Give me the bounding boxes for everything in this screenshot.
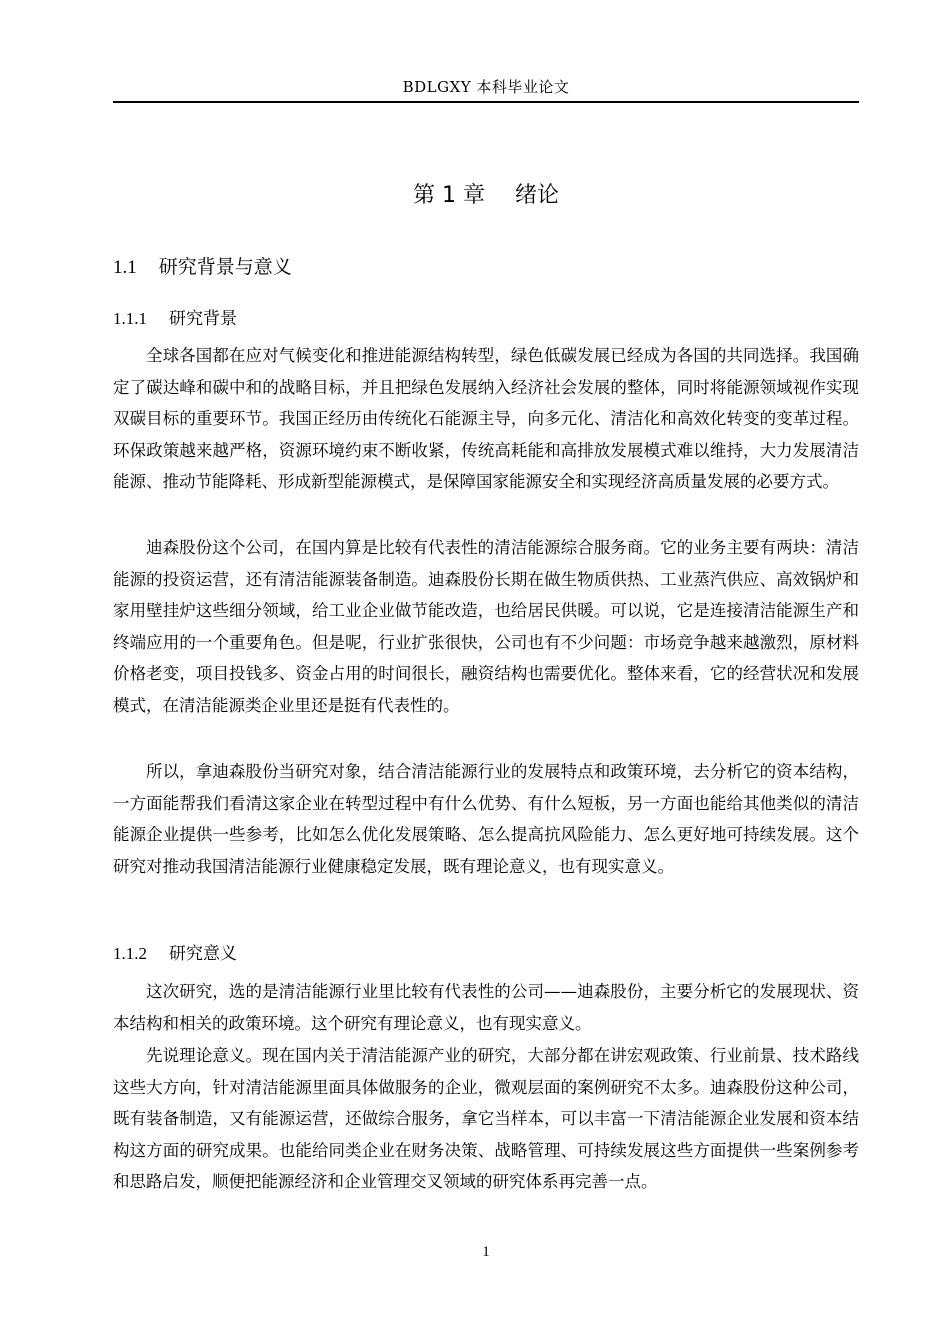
chapter-label: 第 1 章 [413, 183, 485, 208]
subsection-heading-1-1-1 [113, 304, 237, 329]
section-number: 1.1 [113, 257, 137, 278]
paragraph-5: 先说理论意义。现在国内关于清洁能源产业的研究，大部分都在讲宏观政策、行业前景、技术路线这些大方向，针对清洁能源里面具体做服务的企业，微观层面的案例研究不太多。迪森股份这种公司，既有装备制造，又有能源运营，还做综合服务，拿它当样本，可以丰富一下清洁能源企业发展和资本结构这方面的研究成果。也能给同类企业在财务决策、战略管理、可持续发展这些方面提供一些案例参考和思路启发，顺便把能源经济和企业管理交叉领域的研究体系再完善一点。 [113, 1046, 859, 1192]
section-heading-1-1 [113, 252, 292, 279]
subsection-number: 1.1.1 [113, 309, 147, 328]
subsection-heading-1-1-2 [113, 939, 237, 964]
header-rule [113, 101, 859, 103]
paragraph-3: 所以，拿迪森股份当研究对象，结合清洁能源行业的发展特点和政策环境，去分析它的资本结构，一方面能帮我们看清这家企业在转型过程中有什么优势、有什么短板，另一方面也能给其他类似的清洁能源企业提供一些参考，比如怎么优化发展策略、怎么提高抗风险能力、怎么更好地可持续发展。这个研究对推动我国清洁能源行业健康稳定发展，既有理论意义，也有现实意义。 [113, 762, 859, 876]
paragraph-1: 全球各国都在应对气候变化和推进能源结构转型，绿色低碳发展已经成为各国的共同选择。我国确定了碳达峰和碳中和的战略目标，并且把绿色发展纳入经济社会发展的整体，同时将能源领域视作实现双碳目标的重要环节。我国正经历由传统化石能源主导，向多元化、清洁化和高效化转变的变革过程。环保政策越来越严格，资源环境约束不断收紧，传统高耗能和高排放发展模式难以维持，大力发展清洁能源、推动节能降耗、形成新型能源模式，是保障国家能源安全和实现经济高质量发展的必要方式。 [113, 346, 859, 492]
chapter-title: 绪论 [514, 183, 559, 208]
subsection-title: 研究意义 [169, 944, 237, 964]
page-number: 1 [482, 1244, 490, 1260]
subsection-number: 1.1.2 [113, 944, 147, 963]
chapter-heading [113, 178, 859, 209]
running-header: BDLGXY 本科毕业论文 [402, 78, 570, 96]
section-title: 研究背景与意义 [158, 256, 292, 278]
paragraph-2: 迪森股份这个公司，在国内算是比较有代表性的清洁能源综合服务商。它的业务主要有两块：清洁能源的投资运营，还有清洁能源装备制造。迪森股份长期在做生物质供热、工业蒸汽供应、高效锅炉和家用壁挂炉这些细分领域，给工业企业做节能改造，也给居民供暖。可以说，它是连接清洁能源生产和终端应用的一个重要角色。但是呢，行业扩张很快，公司也有不少问题：市场竞争越来越激烈，原材料价格老变，项目投钱多、资金占用的时间很长，融资结构也需要优化。整体来看，它的经营状况和发展模式，在清洁能源类企业里还是挺有代表性的。 [113, 538, 859, 715]
subsection-title: 研究背景 [169, 309, 237, 329]
paragraph-4: 这次研究，选的是清洁能源行业里比较有代表性的公司——迪森股份，主要分析它的发展现状、资本结构和相关的政策环境。这个研究有理论意义，也有现实意义。 [113, 982, 859, 1033]
